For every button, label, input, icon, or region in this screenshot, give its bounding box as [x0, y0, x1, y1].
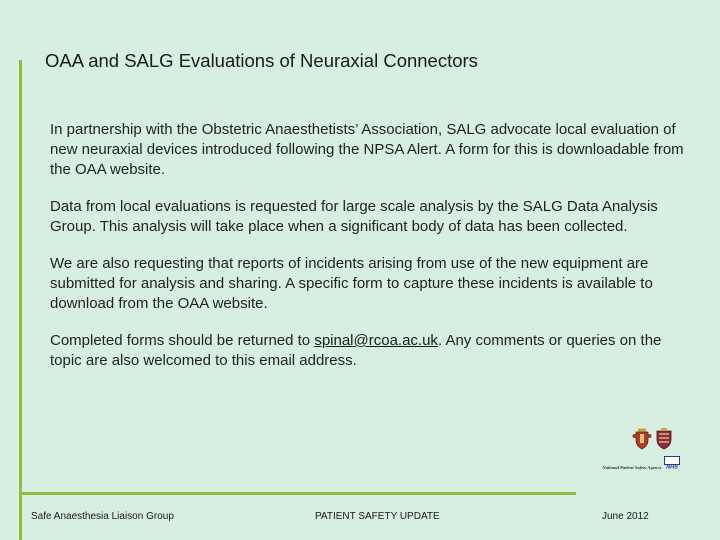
nhs-logo-text: NHS	[666, 464, 678, 470]
slide-body	[50, 120, 690, 388]
contact-text-before: Completed forms should be returned to	[50, 332, 315, 349]
slide-title: OAA and SALG Evaluations of Neuraxial Connectors	[45, 50, 478, 71]
paragraph-incident-reports: We are also requesting that reports of incidents arising from use of the new equipment are submitted for analysis and sharing. A specific form to capture these incidents is available to download from the OAA website.	[50, 255, 653, 312]
footer-title: PATIENT SAFETY UPDATE	[315, 511, 440, 522]
paragraph-data-analysis: Data from local evaluations is requested for large scale analysis by the SALG Data Analysis Group. This analysis will take place when a significant body of data has been collected.	[50, 198, 658, 235]
footer-accent-rule	[21, 492, 576, 495]
contact-text-after: . Any comments or queries on the topic are also welcomed to this email address.	[50, 332, 662, 369]
agency-name: National Patient Safety Agency	[602, 465, 662, 470]
email-link[interactable]: spinal@rcoa.ac.uk	[314, 332, 438, 349]
coat-of-arms-icon	[632, 428, 652, 450]
crest-icon	[654, 428, 674, 450]
logo-group	[586, 428, 678, 474]
paragraph-partnership: In partnership with the Obstetric Anaesthetists’ Association, SALG advocate local evaluation of new neuraxial devices introduced following the NPSA Alert. A form for this is downloadable from the OAA website.	[50, 121, 684, 178]
paragraph-contact	[50, 331, 690, 371]
nhs-logo	[664, 456, 680, 470]
footer-organisation: Safe Anaesthesia Liaison Group	[31, 511, 174, 522]
footer-date: June 2012	[602, 511, 649, 522]
left-accent-rule	[19, 60, 22, 540]
